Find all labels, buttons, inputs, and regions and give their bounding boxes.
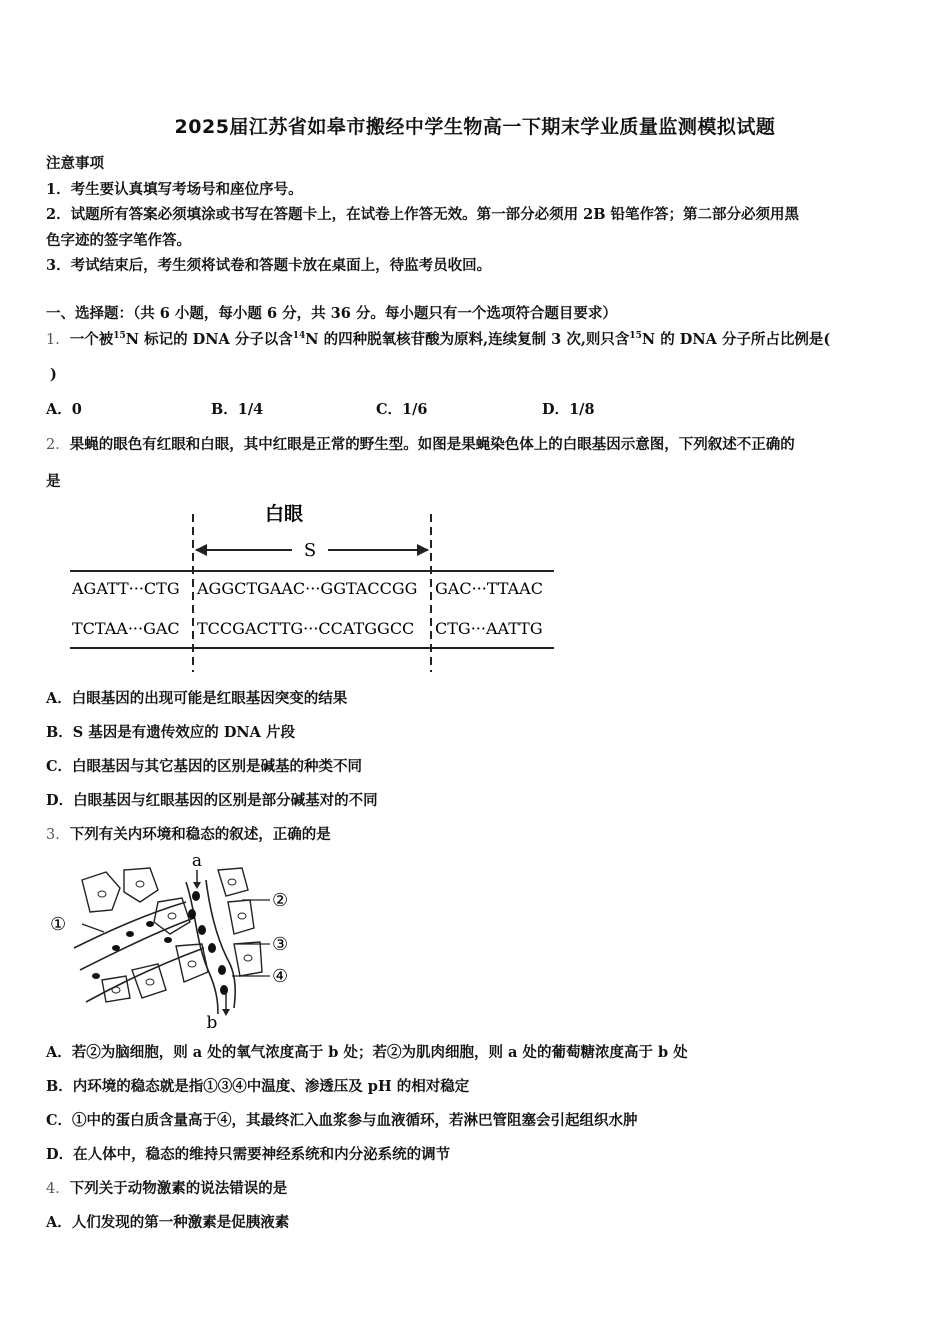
q2-text: 果蝇的眼色有红眼和白眼，其中红眼是正常的野生型。如图是果蝇染色体上的白眼基因示意图，下列叙述不正确的: [69, 436, 795, 453]
q1-close-paren: ): [50, 366, 57, 383]
q2-option-a: A．白眼基因的出现可能是红眼基因突变的结果: [46, 690, 348, 707]
tissue-cell: [154, 898, 190, 934]
label-a: a: [191, 852, 203, 871]
q4-text: 下列关于动物激素的说法错误的是: [69, 1180, 288, 1197]
blood-cell: [188, 909, 196, 919]
q1-text: N 标记的 DNA 分子以含: [125, 331, 293, 348]
label-b: b: [206, 1013, 218, 1030]
q4-option-a: A．人们发现的第一种激素是促胰液素: [46, 1214, 290, 1231]
question-1: [46, 328, 830, 349]
question-4: [46, 1177, 287, 1198]
q1-text: N 的 DNA 分子所占比例是(: [641, 331, 831, 348]
tissue-cell: [234, 942, 262, 976]
blood-cell: [218, 965, 226, 975]
tissue-cell: [124, 868, 158, 902]
q1-option-c: C．1/6: [376, 401, 428, 418]
question-3: [46, 823, 331, 844]
label-4: ④: [272, 966, 289, 987]
page-title: 2025届江苏省如皋市搬经中学生物高一下期末学业质量监测模拟试题: [174, 116, 776, 138]
tissue-cell: [176, 944, 208, 982]
cell-nucleus: [244, 955, 252, 961]
strand2-seg3: CTG···AATTG: [435, 619, 543, 638]
question-number: 2．: [46, 437, 70, 453]
cell-nucleus: [136, 881, 144, 887]
gene-label: 白眼: [264, 503, 304, 525]
lymph-vessel-wall-bottom: [80, 918, 194, 970]
notice-heading: 注意事项: [46, 155, 104, 172]
strand1-seg2: AGGCTGAAC···GGTACCGG: [197, 579, 418, 598]
question-2: [46, 433, 795, 454]
arrow-head-left: [195, 544, 207, 556]
q3-option-a: A．若②为脑细胞，则 a 处的氧气浓度高于 b 处；若②为肌肉细胞，则 a 处的葡萄糖浓度高于 b 处: [46, 1044, 688, 1061]
q1-sup: 15: [629, 331, 642, 341]
cell-nucleus: [228, 879, 236, 885]
strand1-seg1: AGATT···CTG: [72, 579, 180, 598]
blood-cell: [92, 973, 100, 979]
label-3: ③: [272, 934, 289, 955]
arrow-b-head: [222, 1009, 230, 1016]
gene-diagram: [66, 498, 558, 674]
q3-text: 下列有关内环境和稳态的叙述，正确的是: [69, 826, 331, 843]
arrow-head-right: [417, 544, 429, 556]
tissue-cell: [102, 976, 130, 1002]
cell-nucleus: [188, 961, 196, 967]
blood-cell: [198, 925, 206, 935]
cell-nucleus: [238, 913, 246, 919]
cell-nucleus: [98, 891, 106, 897]
q1-text: 一个被: [69, 331, 114, 348]
notice-item-1: 1．考生要认真填写考场号和座位序号。: [46, 181, 303, 198]
q2-text-cont: 是: [46, 473, 61, 490]
tissue-cell: [228, 900, 254, 934]
notice-item-3: 3．考试结束后，考生须将试卷和答题卡放在桌面上，待监考员收回。: [46, 257, 492, 274]
strand2-seg1: TCTAA···GAC: [72, 619, 180, 638]
question-number: 3．: [46, 827, 70, 843]
label-1: ①: [50, 914, 67, 935]
segment-label: S: [303, 540, 317, 561]
notice-item-2-cont: 色字迹的签字笔作答。: [46, 232, 191, 249]
tissue-cell: [132, 964, 166, 998]
q1-text: N 的四种脱氧核苷酸为原料,连续复制 3 次,则只含: [305, 331, 630, 348]
q2-option-d: D．白眼基因与红眼基因的区别是部分碱基对的不同: [46, 792, 378, 809]
q1-option-d: D．1/8: [542, 401, 595, 418]
tissue-cell: [82, 872, 120, 912]
blood-cell: [126, 931, 134, 937]
tissue-diagram: [46, 852, 306, 1030]
blood-cell: [164, 937, 172, 943]
question-number: 1．: [46, 332, 70, 348]
blood-cell: [220, 985, 228, 995]
q2-option-b: B．S 基因是有遗传效应的 DNA 片段: [46, 724, 295, 741]
q3-option-d: D．在人体中，稳态的维持只需要神经系统和内分泌系统的调节: [46, 1146, 451, 1163]
q1-sup: 14: [292, 331, 306, 341]
pointer-1: [82, 924, 104, 932]
blood-cell: [112, 945, 120, 951]
vessel-wall: [86, 948, 204, 1002]
label-2: ②: [272, 890, 289, 911]
blood-cell: [192, 891, 200, 901]
blood-cell: [208, 943, 216, 953]
q1-option-b: B．1/4: [211, 401, 264, 418]
cell-nucleus: [112, 987, 120, 993]
strand2-seg2: TCCGACTTG···CCATGGCC: [197, 619, 415, 638]
q3-option-b: B．内环境的稳态就是指①③④中温度、渗透压及 pH 的相对稳定: [46, 1078, 470, 1095]
notice-item-2: 2．试题所有答案必须填涂或书写在答题卡上，在试卷上作答无效。第一部分必须用 2B 铅笔作答；第二部分必须用黑: [46, 206, 800, 223]
cell-nucleus: [168, 913, 176, 919]
q1-option-a: A．0: [46, 401, 82, 418]
blood-cell: [146, 921, 154, 927]
strand1-seg3: GAC···TTAAC: [435, 579, 543, 598]
section-heading: 一、选择题：（共 6 小题，每小题 6 分，共 36 分。每小题只有一个选项符合题目要求）: [46, 305, 617, 322]
question-number: 4．: [46, 1181, 70, 1197]
q1-sup: 15: [113, 331, 126, 341]
q3-option-c: C．①中的蛋白质含量高于④，其最终汇入血浆参与血液循环，若淋巴管阻塞会引起组织水肿: [46, 1112, 638, 1129]
q2-option-c: C．白眼基因与其它基因的区别是碱基的种类不同: [46, 758, 363, 775]
arrow-a-head: [193, 882, 201, 889]
tissue-cell-2: [218, 868, 248, 896]
cell-nucleus: [146, 979, 154, 985]
